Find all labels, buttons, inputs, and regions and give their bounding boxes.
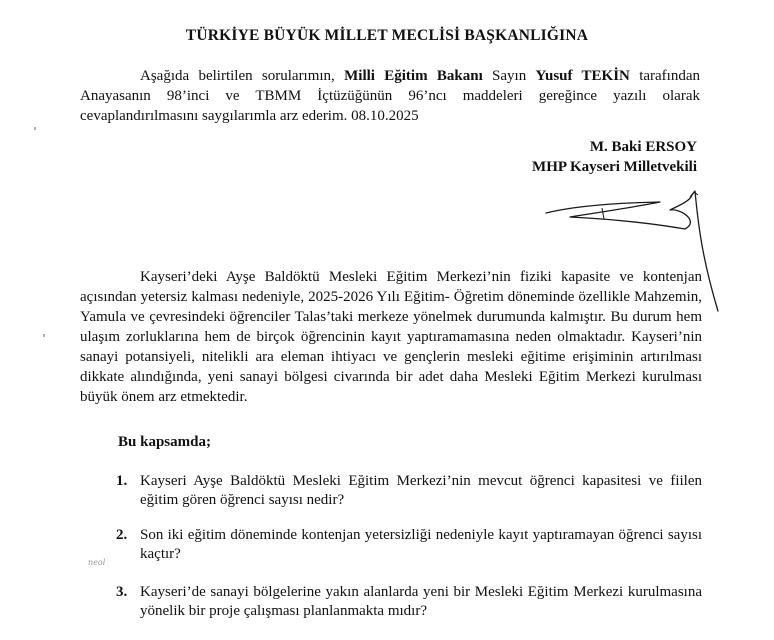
question-number: 3.: [116, 584, 128, 600]
body-text: Kayseri’deki Ayşe Baldöktü Mesleki Eğitim Merkezi’nin fiziki kapasite ve kontenjan açısından yetersiz kalması nedeniyle, 2025-2026 Yılı Eğitim- Öğretim döneminde özellikle Mahzemin, Yamula ve çevresindeki öğrenciler Talas’taki merkeze yönelmek durumunda kalmıştır. Bu durum hem ulaşım zorluklarına hem de birçok öğrencinin kayıt yaptıramamasına neden olmaktadır. Kayseri’nin sanayi potansiyeli, nitelikli ara eleman ihtiyacı ve gençlerin mesleki eğitime erişiminin artırılması dikkate alındığında, yeni sanayi bölgesi civarında bir adet daha Mesleki Eğitim Merkezi kurulması büyük önem arz etmektedir.: [80, 269, 702, 405]
minister-title: Milli Eğitim Bakanı: [344, 68, 483, 84]
question-number: 2.: [116, 527, 128, 543]
intro-text-2: Sayın: [482, 68, 536, 84]
document-title: TÜRKİYE BÜYÜK MİLLET MECLİSİ BAŞKANLIĞINA: [185, 27, 589, 44]
scan-speck: [34, 127, 36, 130]
intro-text-3: tarafından Anayasanın 98’inci ve TBMM İçtüzüğünün 96’ncı maddeleri gereğince yazılı olarak cevaplandırılmasını saygılarımla arz ederim. 08.10.2025: [80, 68, 700, 124]
signatory-title: MHP Kayseri Milletvekili: [532, 159, 697, 175]
question-number: 1.: [116, 473, 128, 489]
question-text: Kayseri’de sanayi bölgelerine yakın alanlarda yeni bir Mesleki Eğitim Merkezi kurulmasına yönelik bir proje çalışması planlanmakta mıdır?: [140, 584, 702, 619]
intro-paragraph: [80, 66, 700, 126]
question-item: [116, 583, 702, 621]
signatory-name: M. Baki ERSOY: [589, 139, 697, 155]
question-text: Son iki eğitim döneminde kontenjan yetersizliği nedeniyle kayıt yaptıramayan öğrenci sayısı kaçtır?: [140, 527, 702, 562]
body-paragraph: [80, 267, 702, 407]
question-item: [116, 526, 702, 564]
margin-mark: neol: [88, 558, 106, 567]
intro-text-1: Aşağıda belirtilen sorularımın,: [140, 68, 345, 84]
scan-speck: [43, 334, 45, 337]
questions-heading: Bu kapsamda;: [118, 434, 211, 450]
question-text: Kayseri Ayşe Baldöktü Mesleki Eğitim Merkezi’nin mevcut öğrenci kapasitesi ve fiilen eğitim gören öğrenci sayısı nedir?: [140, 473, 702, 508]
minister-name: Yusuf TEKİN: [535, 68, 630, 84]
question-item: [116, 472, 702, 510]
